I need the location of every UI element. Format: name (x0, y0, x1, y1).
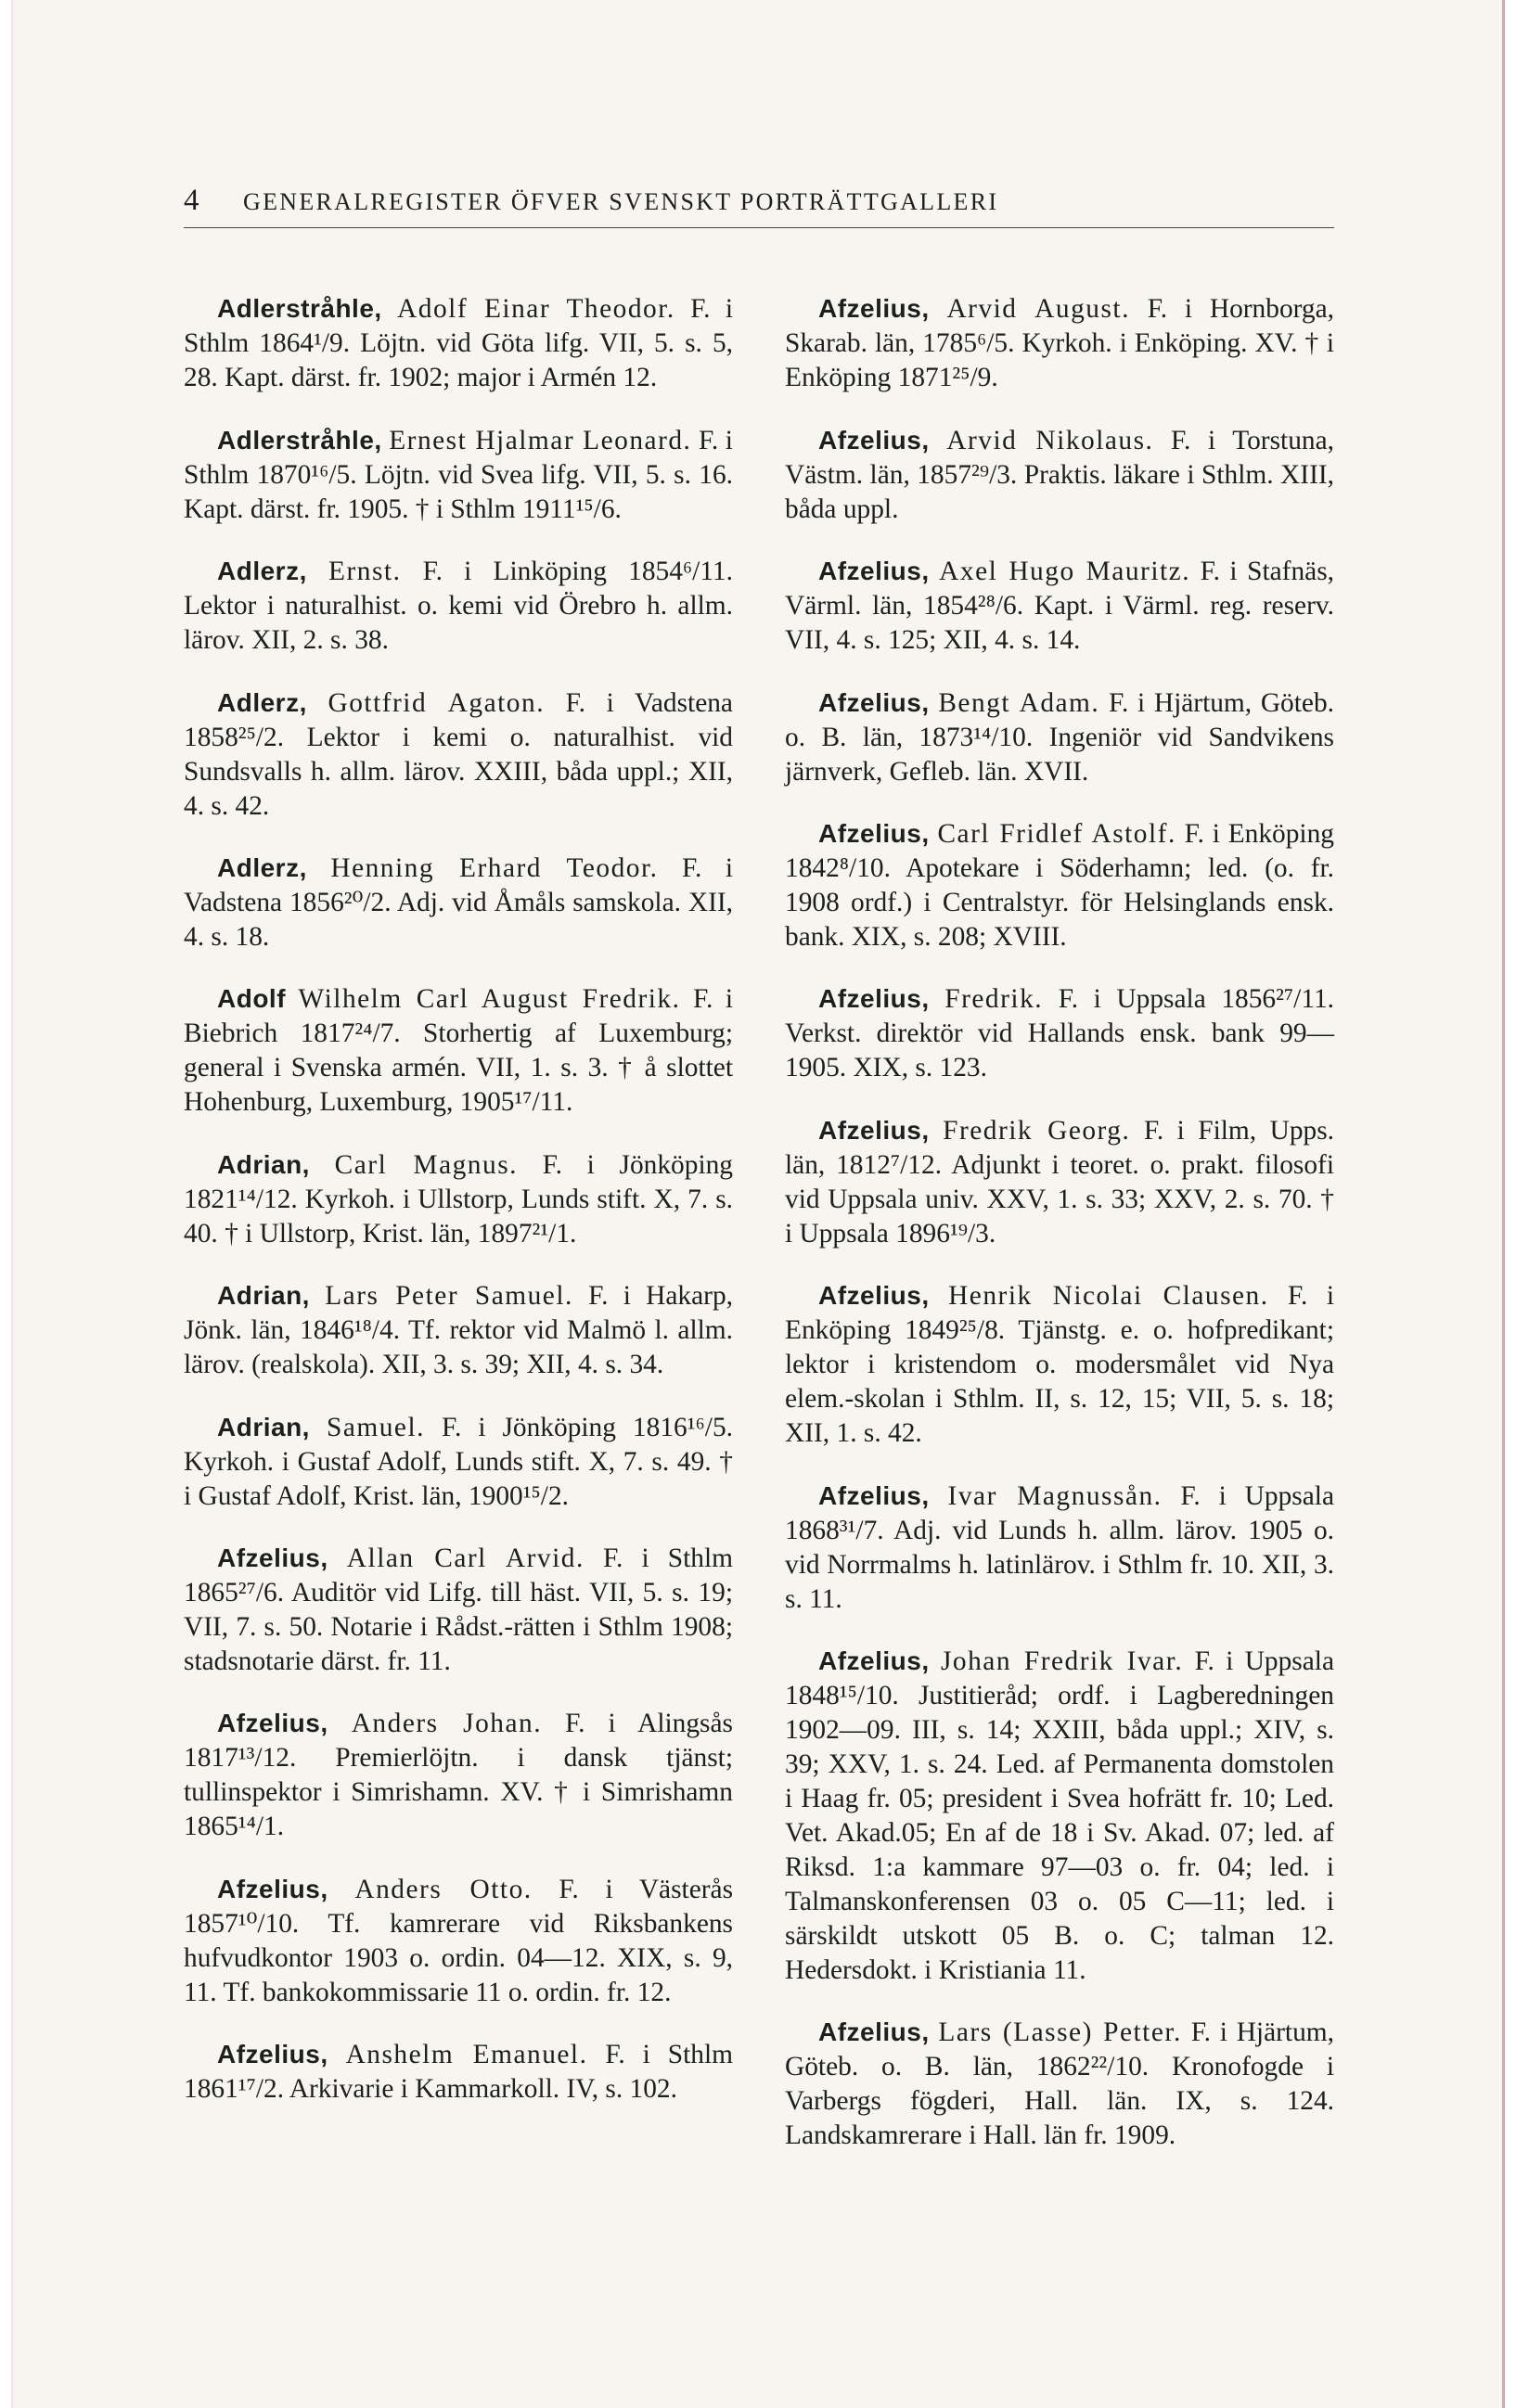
entry-surname: Adlerstråhle, (217, 294, 382, 324)
entry-surname: Afzelius, (217, 1543, 328, 1572)
register-entry (184, 1541, 733, 1679)
register-entry (785, 981, 1334, 1085)
register-entry (785, 816, 1334, 954)
entry-surname: Afzelius, (818, 687, 930, 717)
entry-details: F. i Uppsala 1856²⁷/11. Verkst. direktör vid Hallands ensk. bank 99—1905. XIX, s. 123. (785, 984, 1334, 1083)
entry-given-names: Arvid August. (946, 294, 1130, 325)
entry-given-names: Gottfrid Agaton. (328, 687, 546, 718)
entry-given-names: Adolf Einar Theodor. (397, 294, 675, 325)
entry-surname: Afzelius, (217, 1709, 328, 1738)
entry-surname: Afzelius, (818, 1115, 930, 1145)
entry-given-names: Ernst. (328, 557, 402, 587)
entry-surname: Afzelius, (818, 557, 930, 586)
register-entry (184, 1872, 733, 2010)
entry-surname: Afzelius, (217, 2040, 328, 2069)
entry-surname: Adlerz, (217, 852, 307, 882)
entry-given-names: Carl Fridlef Astolf. (937, 818, 1176, 849)
entry-surname: Adrian, (217, 1281, 310, 1311)
entry-given-names: Bengt Adam. (938, 687, 1100, 718)
entry-given-names: Anders Otto. (354, 1874, 533, 1904)
entry-details: F. i Uppsala 1868³¹/7. Adj. vid Lunds h. allm. lärov. 1905 o. vid Norrmalms h. latinlärov. i Sthlm fr. 10. XII, 3. s. 11. (785, 1480, 1334, 1614)
entry-details: F. i Enköping 1849²⁵/8. Tjänstg. e. o. hofpredikant; lektor i kristendom o. modersmålet vid Nya elem.-skolan i Sthlm. II, s. 12, 15; VII, 5. s. 18; XII, 1. s. 42. (785, 1281, 1334, 1449)
entry-details: F. i Film, Upps. län, 1812⁷/12. Adjunkt i teoret. o. prakt. filosofi vid Uppsala univ. XXV, 1. s. 33; XXV, 2. s. 70. † i Uppsala 1896¹⁹/3. (785, 1115, 1334, 1249)
entry-surname: Afzelius, (818, 2017, 930, 2047)
register-entry (184, 1410, 733, 1514)
register-entry (785, 2015, 1334, 2153)
entry-given-names: Johan Fredrik Ivar. (940, 1646, 1184, 1676)
entry-surname: Adlerz, (217, 687, 307, 717)
entry-given-names: Anders Johan. (351, 1709, 543, 1739)
page (11, 0, 1505, 2408)
entry-given-names: Ernest Hjalmar Leonard. (389, 425, 692, 455)
left-column (184, 264, 733, 2162)
entry-given-names: Allan Carl Arvid. (346, 1543, 585, 1573)
entry-details: F. i Uppsala 1848¹⁵/10. Justitieråd; ordf. i Lagberedningen 1902—09. III, s. 14; XXIII, båda uppl.; XIV, s. 39; XXV, 1. s. 24. Led. af Permanenta domstolen i Haag fr. 05; president i Svea hofrätt fr. 10; Led. Vet. Akad.05; En af de 18 i Sv. Akad. 07; led. af Riksd. 1:a kammare 97—03 o. fr. 04; led. i Talmanskonferensen 03 o. 05 C—11; led. i särskildt utskott 05 B. o. C; talman 12. Hedersdokt. i Kristiania 11. (785, 1646, 1335, 1985)
register-entry (785, 423, 1334, 527)
entry-details: F. i Hjärtum, Göteb. o. B. län, 1873¹⁴/10. Ingeniör vid Sandvikens järnverk, Gefleb. län. XVII. (785, 687, 1334, 787)
page-number: 4 (184, 184, 199, 217)
entry-surname: Adrian, (217, 1149, 310, 1179)
entry-surname: Afzelius, (217, 1874, 328, 1903)
entry-surname: Adlerstråhle, (217, 425, 382, 455)
register-entry (785, 1113, 1334, 1251)
entry-details: F. i Hornborga, Skarab. län, 1785⁶/5. Kyrkoh. i Enköping. XV. † i Enköping 1871²⁵/9. (785, 294, 1334, 393)
entry-given-names: Lars Peter Samuel. (325, 1281, 573, 1312)
entry-surname: Afzelius, (818, 1281, 930, 1311)
entry-details: F. i Hakarp, Jönk. län, 1846¹⁸/4. Tf. rektor vid Malmö l. allm. lärov. (realskola). XII, 3. s. 39; XII, 4. s. 34. (184, 1281, 733, 1380)
register-columns (184, 264, 1334, 2162)
entry-surname: Adrian, (217, 1412, 310, 1441)
entry-given-names: Arvid Nikolaus. (946, 425, 1154, 455)
entry-given-names: Henrik Nicolai Clausen. (948, 1281, 1269, 1312)
register-entry (184, 685, 733, 824)
entry-given-names: Ivar Magnussån. (947, 1480, 1163, 1511)
register-entry (785, 1278, 1334, 1451)
entry-surname: Afzelius, (818, 1646, 930, 1675)
entry-given-names: Henning Erhard Teodor. (330, 852, 659, 883)
entry-details: F. i Västerås 1857¹⁰/10. Tf. kamrerare vid Riksbankens hufvudkontor 1903 o. ordin. 04—12. XIX, s. 9, 11. Tf. bankokommissarie 11 o. ordin. fr. 12. (184, 1874, 734, 2007)
running-title: GENERALREGISTER ÖFVER SVENSKT PORTRÄTTGALLERI (243, 188, 999, 215)
register-entry (184, 1706, 733, 1844)
entry-details: F. i Jönköping 1821¹⁴/12. Kyrkoh. i Ullstorp, Lunds stift. X, 7. s. 40. † i Ullstorp, Krist. län, 1897²¹/1. (184, 1149, 733, 1249)
entry-details: F. i Sthlm 1864¹/9. Löjtn. vid Göta lifg. VII, 5. s. 5, 28. Kapt. därst. fr. 1902; major i Armén 12. (184, 294, 733, 393)
entry-given-names: Axel Hugo Mauritz. (939, 557, 1191, 587)
register-entry (184, 1278, 733, 1382)
entry-details: F. i Jönköping 1816¹⁶/5. Kyrkoh. i Gustaf Adolf, Lunds stift. X, 7. s. 49. † i Gustaf Adolf, Krist. län, 1900¹⁵/2. (184, 1412, 733, 1511)
entry-surname: Afzelius, (818, 1480, 930, 1510)
register-entry (184, 851, 733, 954)
entry-given-names: Carl Magnus. (334, 1149, 518, 1180)
entry-given-names: Fredrik. (944, 984, 1044, 1015)
register-entry (184, 423, 733, 527)
register-entry (785, 291, 1334, 395)
entry-given-names: Wilhelm Carl August Fredrik. (298, 984, 681, 1015)
entry-details: F. i Linköping 1854⁶/11. Lektor i naturalhist. o. kemi vid Örebro h. allm. lärov. XII, 2. s. 38. (184, 557, 733, 656)
entry-given-names: Fredrik Georg. (943, 1115, 1131, 1146)
entry-surname: Afzelius, (818, 818, 930, 848)
register-entry (785, 1479, 1334, 1617)
register-entry (184, 1147, 733, 1251)
entry-details: F. i Alingsås 1817¹³/12. Premierlöjtn. i dansk tjänst; tullinspektor i Simrishamn. XV. † i Simrishamn 1865¹⁴/1. (184, 1709, 733, 1842)
register-entry (184, 291, 733, 395)
entry-details: F. i Biebrich 1817²⁴/7. Storhertig af Luxemburg; general i Svenska armén. VII, 1. s. 3. † å slottet Hohenburg, Luxemburg, 1905¹⁷/11. (184, 984, 734, 1118)
entry-details: F. i Sthlm 1865²⁷/6. Auditör vid Lifg. till häst. VII, 5. s. 19; VII, 7. s. 50. Notarie i Rådst.-rätten i Sthlm 1908; stadsnotarie därst. fr. 11. (184, 1543, 733, 1676)
register-entry (184, 554, 733, 658)
entry-details: F. i Stafnäs, Värml. län, 1854²⁸/6. Kapt. i Värml. reg. reserv. VII, 4. s. 125; XII, 4. s. 14. (785, 557, 1334, 656)
entry-surname: Afzelius, (818, 984, 930, 1014)
right-column (785, 264, 1334, 2162)
entry-details: F. i Vadstena 1858²⁵/2. Lektor i kemi o. naturalhist. vid Sundsvalls h. allm. lärov. XXIII, båda uppl.; XII, 4. s. 42. (184, 687, 733, 821)
entry-details: F. i Sthlm 1861¹⁷/2. Arkivarie i Kammarkoll. IV, s. 102. (184, 2040, 733, 2105)
register-entry (785, 554, 1334, 658)
register-entry (785, 1644, 1334, 1988)
entry-surname: Adlerz, (217, 557, 307, 586)
entry-details: F. i Hjärtum, Göteb. o. B. län, 1862²²/10. Kronofogde i Varbergs fögderi, Hall. län. IX, s. 124. Landskamrerare i Hall. län fr. 1909. (785, 2017, 1334, 2151)
entry-details: F. i Vadstena 1856²⁰/2. Adj. vid Åmåls samskola. XII, 4. s. 18. (184, 852, 733, 952)
entry-surname: Afzelius, (818, 425, 930, 455)
entry-surname: Afzelius, (818, 294, 930, 324)
entry-given-names: Samuel. (326, 1412, 425, 1442)
register-entry (785, 685, 1334, 789)
page-header (184, 184, 1334, 228)
entry-surname: Adolf (217, 984, 287, 1014)
register-entry (184, 2037, 733, 2107)
register-entry (184, 981, 733, 1120)
entry-details: F. i Torstuna, Västm. län, 1857²⁹/3. Praktis. läkare i Sthlm. XIII, båda uppl. (785, 425, 1334, 524)
entry-details: F. i Sthlm 1870¹⁶/5. Löjtn. vid Svea lifg. VII, 5. s. 16. Kapt. därst. fr. 1905. † i Sthlm 1911¹⁵/6. (184, 425, 733, 524)
entry-details: F. i Enköping 1842⁸/10. Apotekare i Söderhamn; led. (o. fr. 1908 ordf.) i Centralstyr. för Helsinglands ensk. bank. XIX, s. 208; XVIII. (785, 818, 1334, 952)
entry-given-names: Anshelm Emanuel. (345, 2040, 588, 2070)
entry-given-names: Lars (Lasse) Petter. (938, 2017, 1182, 2048)
